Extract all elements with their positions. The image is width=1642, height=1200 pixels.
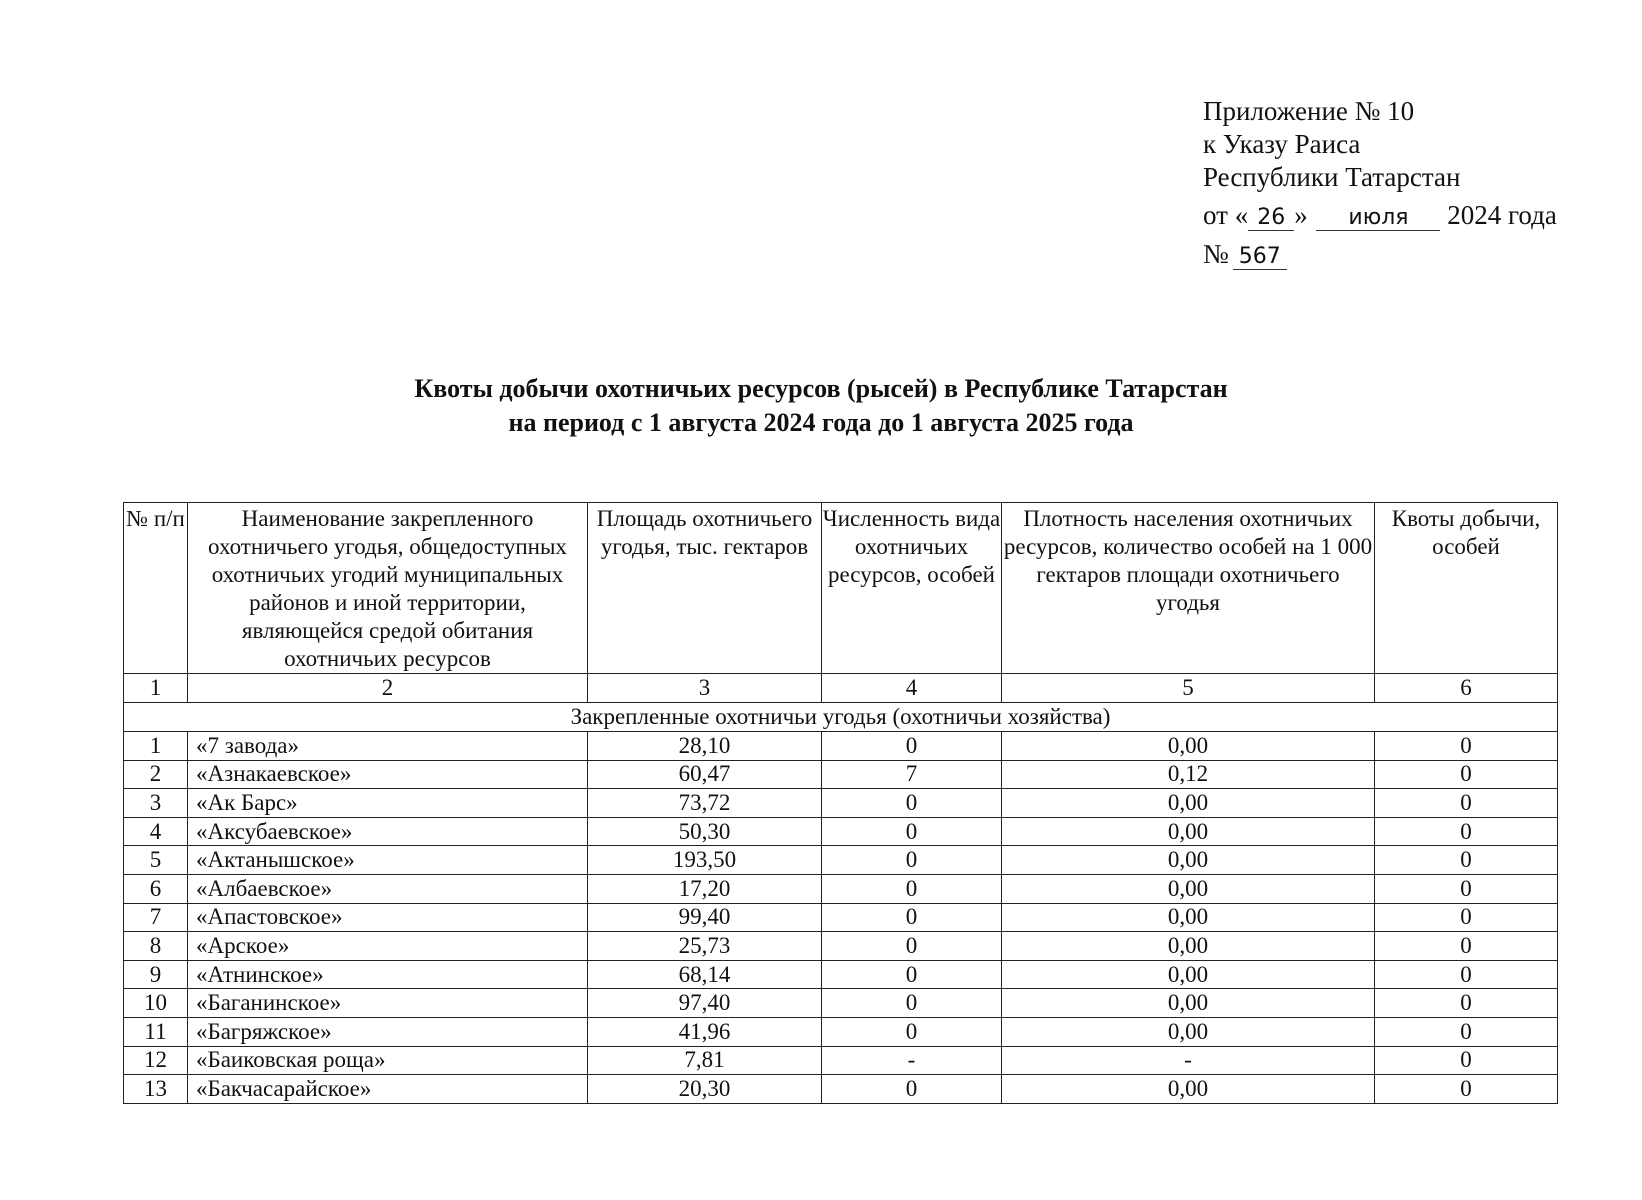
area-value: 97,40 xyxy=(588,989,822,1018)
column-number: 5 xyxy=(1002,674,1375,703)
row-number: 10 xyxy=(124,989,188,1018)
quota-value: 0 xyxy=(1375,1046,1558,1075)
section-title: Закрепленные охотничьи угодья (охотничьи хозяйства) xyxy=(124,703,1558,732)
population-count: 0 xyxy=(822,817,1002,846)
population-density: 0,00 xyxy=(1002,874,1375,903)
hunting-ground-name: «Албаевское» xyxy=(188,874,588,903)
table-row xyxy=(124,732,1558,761)
area-value: 41,96 xyxy=(588,1017,822,1046)
date-suffix: 2024 года xyxy=(1440,200,1557,230)
table-row xyxy=(124,760,1558,789)
document-title xyxy=(0,372,1642,440)
quota-value: 0 xyxy=(1375,1017,1558,1046)
number-prefix: № xyxy=(1203,239,1229,269)
number-value: 567 xyxy=(1233,245,1287,270)
population-count: 0 xyxy=(822,874,1002,903)
header-density: Плотность населения охотничьих ресурсов, количество особей на 1 000 гектаров площади охотничьего угодья xyxy=(1002,503,1375,674)
population-density: 0,00 xyxy=(1002,732,1375,761)
population-density: 0,00 xyxy=(1002,932,1375,961)
table-row xyxy=(124,1075,1558,1104)
row-number: 5 xyxy=(124,846,188,875)
appendix-decree: к Указу Раиса xyxy=(1203,129,1361,159)
section-row xyxy=(124,703,1558,732)
date-day: 26 xyxy=(1248,206,1294,231)
population-count: 0 xyxy=(822,932,1002,961)
appendix-number xyxy=(1203,238,1583,271)
population-density: 0,00 xyxy=(1002,817,1375,846)
row-number: 4 xyxy=(124,817,188,846)
area-value: 60,47 xyxy=(588,760,822,789)
quota-value: 0 xyxy=(1375,960,1558,989)
population-count: 0 xyxy=(822,903,1002,932)
column-number: 6 xyxy=(1375,674,1558,703)
row-number: 8 xyxy=(124,932,188,961)
area-value: 28,10 xyxy=(588,732,822,761)
area-value: 17,20 xyxy=(588,874,822,903)
table-row xyxy=(124,789,1558,818)
row-number: 1 xyxy=(124,732,188,761)
column-number-row xyxy=(124,674,1558,703)
hunting-ground-name: «Бакчасарайское» xyxy=(188,1075,588,1104)
hunting-ground-name: «Баиковская роща» xyxy=(188,1046,588,1075)
table-row xyxy=(124,903,1558,932)
header-name: Наименование закрепленного охотничьего угодья, общедоступных охотничьих угодий муниципальных районов и иной территории, являющейся средой обитания охотничьих ресурсов xyxy=(188,503,588,674)
title-line-2: на период с 1 августа 2024 года до 1 августа 2025 года xyxy=(508,408,1134,437)
table-row xyxy=(124,1017,1558,1046)
table-row xyxy=(124,932,1558,961)
table-row xyxy=(124,817,1558,846)
quota-value: 0 xyxy=(1375,846,1558,875)
hunting-ground-name: «Арское» xyxy=(188,932,588,961)
quota-value: 0 xyxy=(1375,903,1558,932)
table-row xyxy=(124,989,1558,1018)
area-value: 20,30 xyxy=(588,1075,822,1104)
date-month: июля xyxy=(1316,206,1440,231)
table-row xyxy=(124,1046,1558,1075)
hunting-ground-name: «Багряжское» xyxy=(188,1017,588,1046)
population-density: 0,00 xyxy=(1002,960,1375,989)
area-value: 50,30 xyxy=(588,817,822,846)
table-row xyxy=(124,846,1558,875)
appendix-date xyxy=(1203,199,1583,232)
date-mid: » xyxy=(1294,200,1308,230)
row-number: 3 xyxy=(124,789,188,818)
hunting-ground-name: «Атнинское» xyxy=(188,960,588,989)
hunting-ground-name: «Ак Барс» xyxy=(188,789,588,818)
population-count: 0 xyxy=(822,960,1002,989)
row-number: 6 xyxy=(124,874,188,903)
title-line-1: Квоты добычи охотничьих ресурсов (рысей) в Республике Татарстан xyxy=(414,374,1228,403)
table-header-row xyxy=(124,503,1558,674)
hunting-ground-name: «Баганинское» xyxy=(188,989,588,1018)
appendix-republic: Республики Татарстан xyxy=(1203,162,1461,192)
quota-value: 0 xyxy=(1375,732,1558,761)
population-density: 0,00 xyxy=(1002,903,1375,932)
population-count: - xyxy=(822,1046,1002,1075)
row-number: 13 xyxy=(124,1075,188,1104)
population-density: 0,00 xyxy=(1002,1075,1375,1104)
hunting-ground-name: «7 завода» xyxy=(188,732,588,761)
population-count: 0 xyxy=(822,1075,1002,1104)
population-count: 0 xyxy=(822,732,1002,761)
area-value: 193,50 xyxy=(588,846,822,875)
row-number: 7 xyxy=(124,903,188,932)
quota-value: 0 xyxy=(1375,932,1558,961)
population-density: 0,00 xyxy=(1002,1017,1375,1046)
table-row xyxy=(124,874,1558,903)
quota-value: 0 xyxy=(1375,789,1558,818)
area-value: 68,14 xyxy=(588,960,822,989)
row-number: 2 xyxy=(124,760,188,789)
quota-value: 0 xyxy=(1375,760,1558,789)
quota-value: 0 xyxy=(1375,874,1558,903)
population-density: 0,00 xyxy=(1002,846,1375,875)
column-number: 4 xyxy=(822,674,1002,703)
date-prefix: от « xyxy=(1203,200,1249,230)
area-value: 25,73 xyxy=(588,932,822,961)
population-count: 0 xyxy=(822,1017,1002,1046)
population-density: 0,00 xyxy=(1002,789,1375,818)
appendix-block xyxy=(1203,95,1583,271)
hunting-ground-name: «Апастовское» xyxy=(188,903,588,932)
hunting-ground-name: «Азнакаевское» xyxy=(188,760,588,789)
area-value: 99,40 xyxy=(588,903,822,932)
area-value: 7,81 xyxy=(588,1046,822,1075)
population-count: 0 xyxy=(822,846,1002,875)
quota-value: 0 xyxy=(1375,989,1558,1018)
row-number: 9 xyxy=(124,960,188,989)
column-number: 3 xyxy=(588,674,822,703)
population-count: 7 xyxy=(822,760,1002,789)
header-area: Площадь охотничьего угодья, тыс. гектаров xyxy=(588,503,822,674)
header-quota: Квоты добычи, особей xyxy=(1375,503,1558,674)
quota-value: 0 xyxy=(1375,1075,1558,1104)
column-number: 2 xyxy=(188,674,588,703)
header-number: № п/п xyxy=(124,503,188,674)
population-density: 0,12 xyxy=(1002,760,1375,789)
appendix-title: Приложение № 10 xyxy=(1203,96,1415,126)
row-number: 11 xyxy=(124,1017,188,1046)
hunting-ground-name: «Актанышское» xyxy=(188,846,588,875)
population-density: - xyxy=(1002,1046,1375,1075)
quota-value: 0 xyxy=(1375,817,1558,846)
column-number: 1 xyxy=(124,674,188,703)
hunting-ground-name: «Аксубаевское» xyxy=(188,817,588,846)
population-density: 0,00 xyxy=(1002,989,1375,1018)
table-row xyxy=(124,960,1558,989)
population-count: 0 xyxy=(822,989,1002,1018)
header-count: Численность вида охотничьих ресурсов, особей xyxy=(822,503,1002,674)
area-value: 73,72 xyxy=(588,789,822,818)
row-number: 12 xyxy=(124,1046,188,1075)
quota-table xyxy=(123,502,1558,1104)
population-count: 0 xyxy=(822,789,1002,818)
